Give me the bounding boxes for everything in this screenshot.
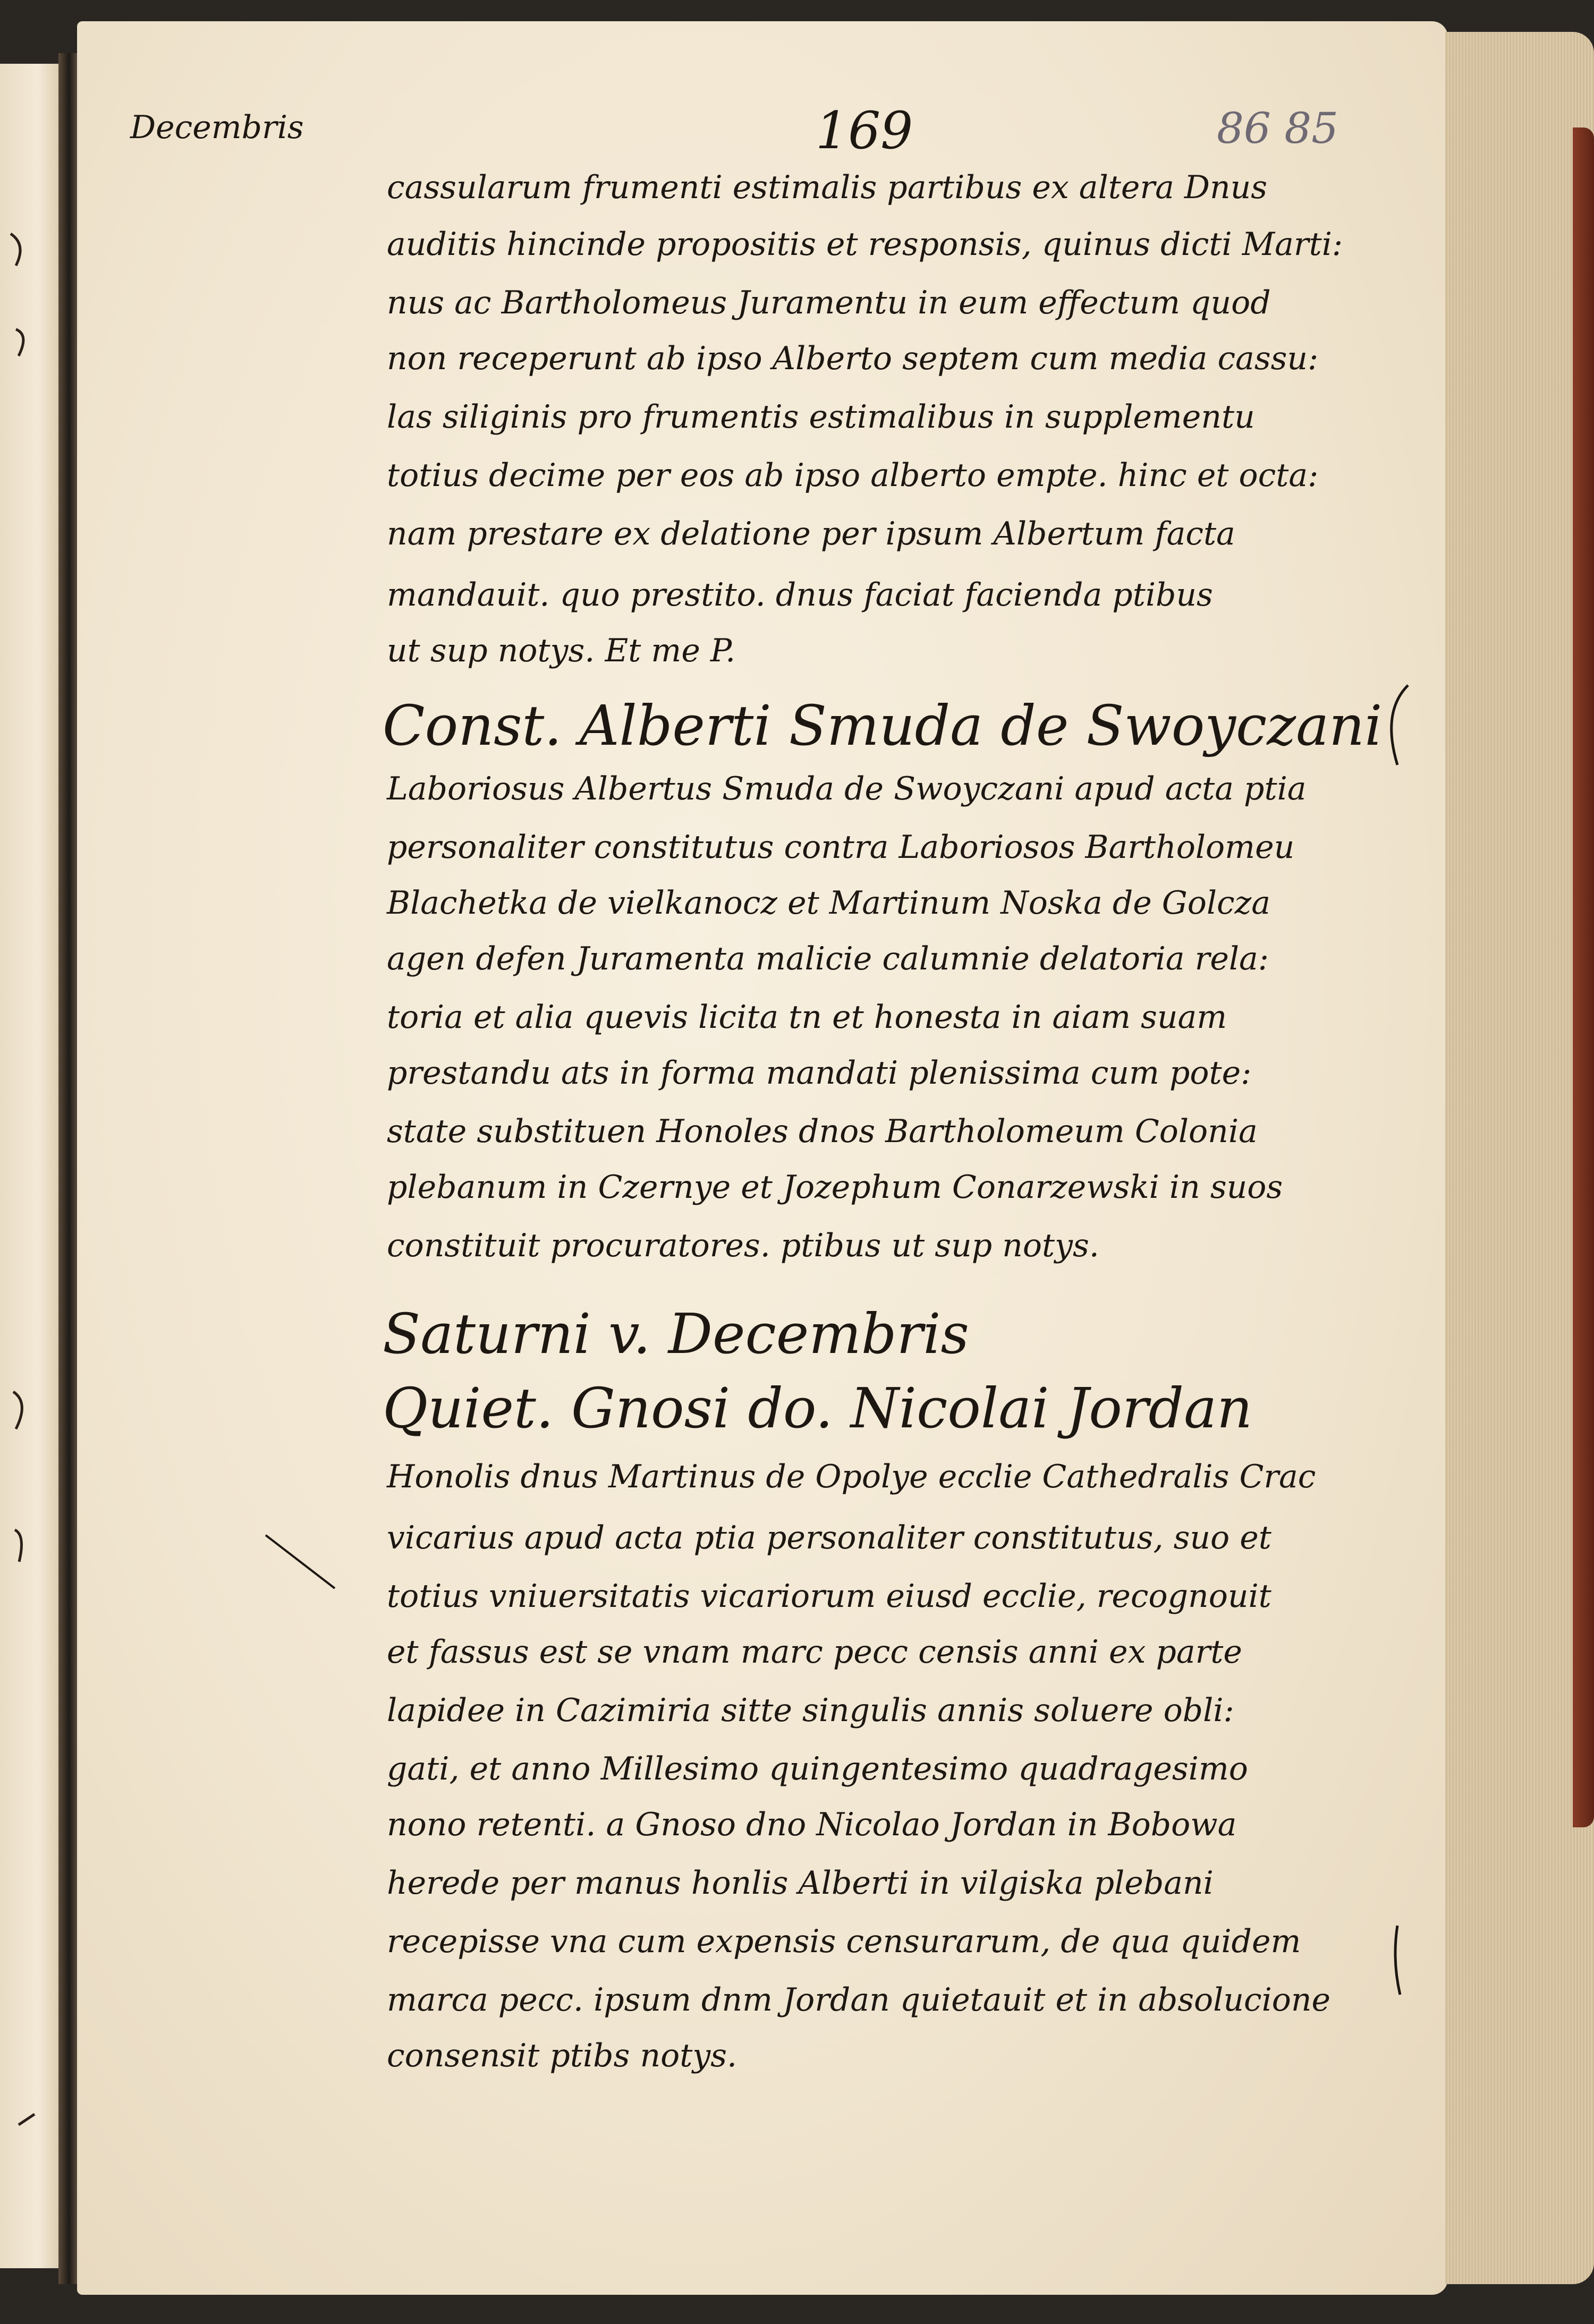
text-line: prestandu ats in forma mandati plenissima cum pote: — [387, 1054, 1252, 1092]
text-line: personaliter constitutus contra Laboriosos Bartholomeu — [387, 829, 1295, 866]
date-heading: Saturni v. Decembris — [383, 1301, 969, 1366]
book-cover-edge — [1573, 127, 1594, 1827]
page-fore-edge — [1445, 32, 1594, 2284]
text-line: Laboriosus Albertus Smuda de Swoyczani apud acta ptia — [387, 770, 1307, 807]
text-line: non receperunt ab ipso Alberto septem cum media cassu: — [387, 340, 1319, 377]
text-line: gati, et anno Millesimo quingentesimo quadragesimo — [387, 1750, 1248, 1787]
text-line: Blachetka de vielkanocz et Martinum Noska de Golcza — [387, 884, 1271, 922]
section-heading: Const. Alberti Smuda de Swoyczani — [383, 693, 1383, 758]
text-line: vicarius apud acta ptia personaliter constitutus, suo et — [387, 1519, 1271, 1556]
text-line: ut sup notys. Et me P. — [387, 632, 736, 669]
text-line: totius decime per eos ab ipso alberto empte. hinc et octa: — [387, 457, 1319, 494]
text-line: nono retenti. a Gnoso dno Nicolao Jordan in Bobowa — [387, 1806, 1237, 1843]
text-line: herede per manus honlis Alberti in vilgiska plebani — [387, 1865, 1214, 1902]
text-line: nus ac Bartholomeus Juramentu in eum effectum quod — [387, 284, 1271, 321]
text-line: cassularum frumenti estimalis partibus ex altera Dnus — [387, 169, 1268, 206]
text-line: Honolis dnus Martinus de Opolye ecclie Cathedralis Crac — [387, 1458, 1316, 1495]
binding-gutter — [58, 53, 80, 2284]
text-line: recepisse vna cum expensis censurarum, de qua quidem — [387, 1923, 1301, 1960]
text-line: mandauit. quo prestito. dnus faciat facienda ptibus — [387, 576, 1213, 614]
text-line: et fassus est se vnam marc pecc censis anni ex parte — [387, 1633, 1242, 1671]
margin-bracket-mark — [1381, 1923, 1413, 1997]
folio-number: 169 — [816, 101, 913, 160]
text-line: plebanum in Czernye et Jozephum Conarzewski in suos — [387, 1169, 1283, 1206]
text-line: state substituen Honoles dnos Bartholomeum Colonia — [387, 1113, 1258, 1150]
facing-page-edge — [0, 64, 64, 2268]
text-line: marca pecc. ipsum dnm Jordan quietauit et in absolucione — [387, 1981, 1331, 2019]
margin-stroke-mark — [260, 1530, 345, 1594]
text-line: constituit procuratores. ptibus ut sup notys. — [387, 1227, 1099, 1264]
text-line: las siliginis pro frumentis estimalibus in supplementu — [387, 398, 1255, 436]
text-line: consensit ptibs notys. — [387, 2037, 737, 2074]
text-line: agen defen Juramenta malicie calumnie delatoria rela: — [387, 940, 1269, 977]
text-line: nam prestare ex delatione per ipsum Albertum facta — [387, 515, 1235, 552]
text-line: auditis hincinde propositis et responsis, quinus dicti Marti: — [387, 226, 1343, 263]
header-month: Decembris — [130, 109, 304, 146]
section-heading: Quiet. Gnosi do. Nicolai Jordan — [383, 1376, 1253, 1441]
text-line: totius vniuersitatis vicariorum eiusd ecclie, recognouit — [387, 1578, 1271, 1615]
margin-bracket-mark — [1360, 680, 1424, 770]
pencil-folio-number: 86 85 — [1217, 104, 1339, 153]
text-line: toria et alia quevis licita tn et honesta in aiam suam — [387, 999, 1227, 1036]
facing-page-marks — [5, 170, 53, 2189]
text-line: lapidee in Cazimiria sitte singulis annis soluere obli: — [387, 1692, 1234, 1729]
